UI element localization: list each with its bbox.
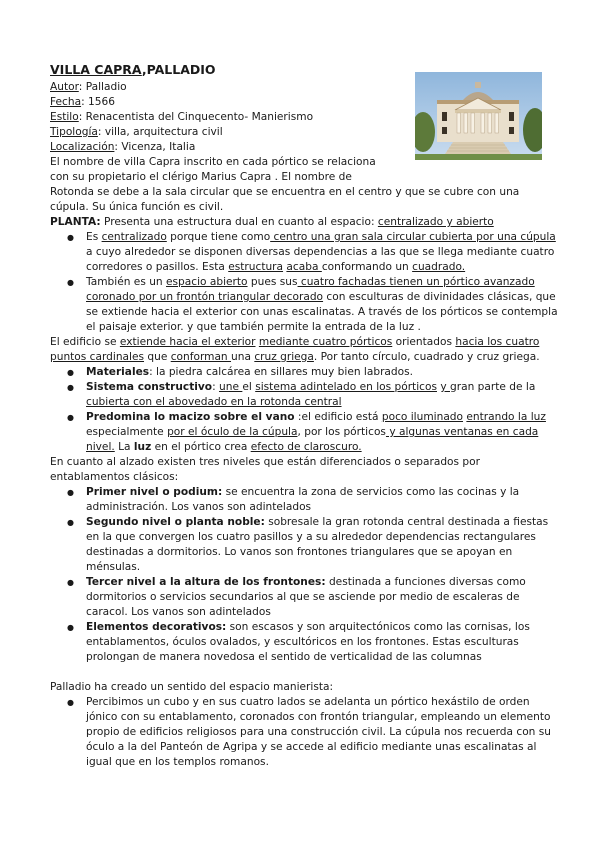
planta-heading: PLANTA: Presenta una estructura dual en cuanto al espacio: centralizado y abierto <box>50 216 494 228</box>
document-body <box>50 62 560 770</box>
features-list <box>50 365 560 455</box>
list-item: ● Predomina lo macizo sobre el vano :el edificio está poco iluminado entrando la luz especialmente por el óculo de la cúpula, por los pórticos y algunas ventanas en cada nivel. La luz en el pórtico crea efecto de claroscuro. <box>86 410 560 455</box>
exterior-paragraph: El edificio se extiende hacia el exterior mediante cuatro pórticos orientados hacia los cuatro puntos cardinales que conforman una cruz griega. Por tanto círculo, cuadrado y cruz griega. <box>50 336 540 363</box>
planta-list <box>50 230 560 335</box>
meta-tipologia: Tipología: villa, arquitectura civil <box>50 126 223 138</box>
list-item: ● Primer nivel o podium: se encuentra la zona de servicios como las cocinas y la administración. Los vanos son adintelados <box>86 485 560 515</box>
list-item: ● También es un espacio abierto pues sus cuatro fachadas tienen un pórtico avanzado coronado por un frontón triangular decorado con esculturas de divinidades clásicas, que se extiende hacia el exterior con unas escalinatas. A través de los pórticos se contempla el paisaje exterior. y que también permite la entrada de la luz . <box>86 275 560 335</box>
list-item: ● Materiales: la piedra calcárea en sillares muy bien labrados. <box>86 365 560 380</box>
page-title: VILLA CAPRA,PALLADIO <box>50 62 216 77</box>
manierista-list <box>50 695 560 770</box>
manierista-paragraph: Palladio ha creado un sentido del espacio manierista: <box>50 681 334 693</box>
meta-estilo: Estilo: Renacentista del Cinquecento- Manierismo <box>50 111 314 123</box>
meta-fecha: Fecha: 1566 <box>50 96 115 108</box>
list-item: ● Elementos decorativos: son escasos y son arquitectónicos como las cornisas, los entablamentos, óculos ovalados, y escultóricos en los frontones. Estas esculturas prolongan de manera novedosa el sentido de verticalidad de las columnas <box>86 620 560 665</box>
alzado-paragraph: En cuanto al alzado existen tres niveles que están diferenciados o separados por entablamentos clásicos: <box>50 456 480 483</box>
niveles-list <box>50 485 560 665</box>
list-item: ● Percibimos un cubo y en sus cuatro lados se adelanta un pórtico hexástilo de orden jónico con su entablamento, coronados con frontón triangular, empleando un elemento propio de edificios religiosos para una construcción civil. La cúpula nos recuerda con su óculo a la del Panteón de Agripa y se accede al edificio mediante unas escalinatas al igual que en los templos romanos. <box>86 695 560 770</box>
intro-paragraph: El nombre de villa Capra inscrito en cada pórtico se relaciona con su propietario el clérigo Marius Capra . El nombre de Rotonda se debe a la sala circular que se encuentra en el centro y que se cubre con una cúpula. Su única función es civil. <box>50 156 520 213</box>
list-item: ● Sistema constructivo: une el sistema adintelado en los pórticos y gran parte de la cubierta con el abovedado en la rotonda central <box>86 380 560 410</box>
meta-localizacion: Localización: Vicenza, Italia <box>50 141 196 153</box>
list-item: ● Es centralizado porque tiene como centro una gran sala circular cubierta por una cúpula a cuyo alrededor se disponen diversas dependencias a las que se llega mediante cuatro corredores o pasillos. Esta estructura acaba conformando un cuadrado. <box>86 230 560 275</box>
meta-autor: Autor: Palladio <box>50 81 127 93</box>
list-item: ● Tercer nivel a la altura de los frontones: destinada a funciones diversas como dormitorios o servicios secundarios al que se asciende por medio de escaleras de caracol. Los vanos son adintelados <box>86 575 560 620</box>
list-item: ● Segundo nivel o planta noble: sobresale la gran rotonda central destinada a fiestas en la que convergen los cuatro pasillos y a su alrededor dependencias rectangulares destinadas a dormitorios. Lo vanos son frontones triangulares que se apoyan en ménsulas. <box>86 515 560 575</box>
